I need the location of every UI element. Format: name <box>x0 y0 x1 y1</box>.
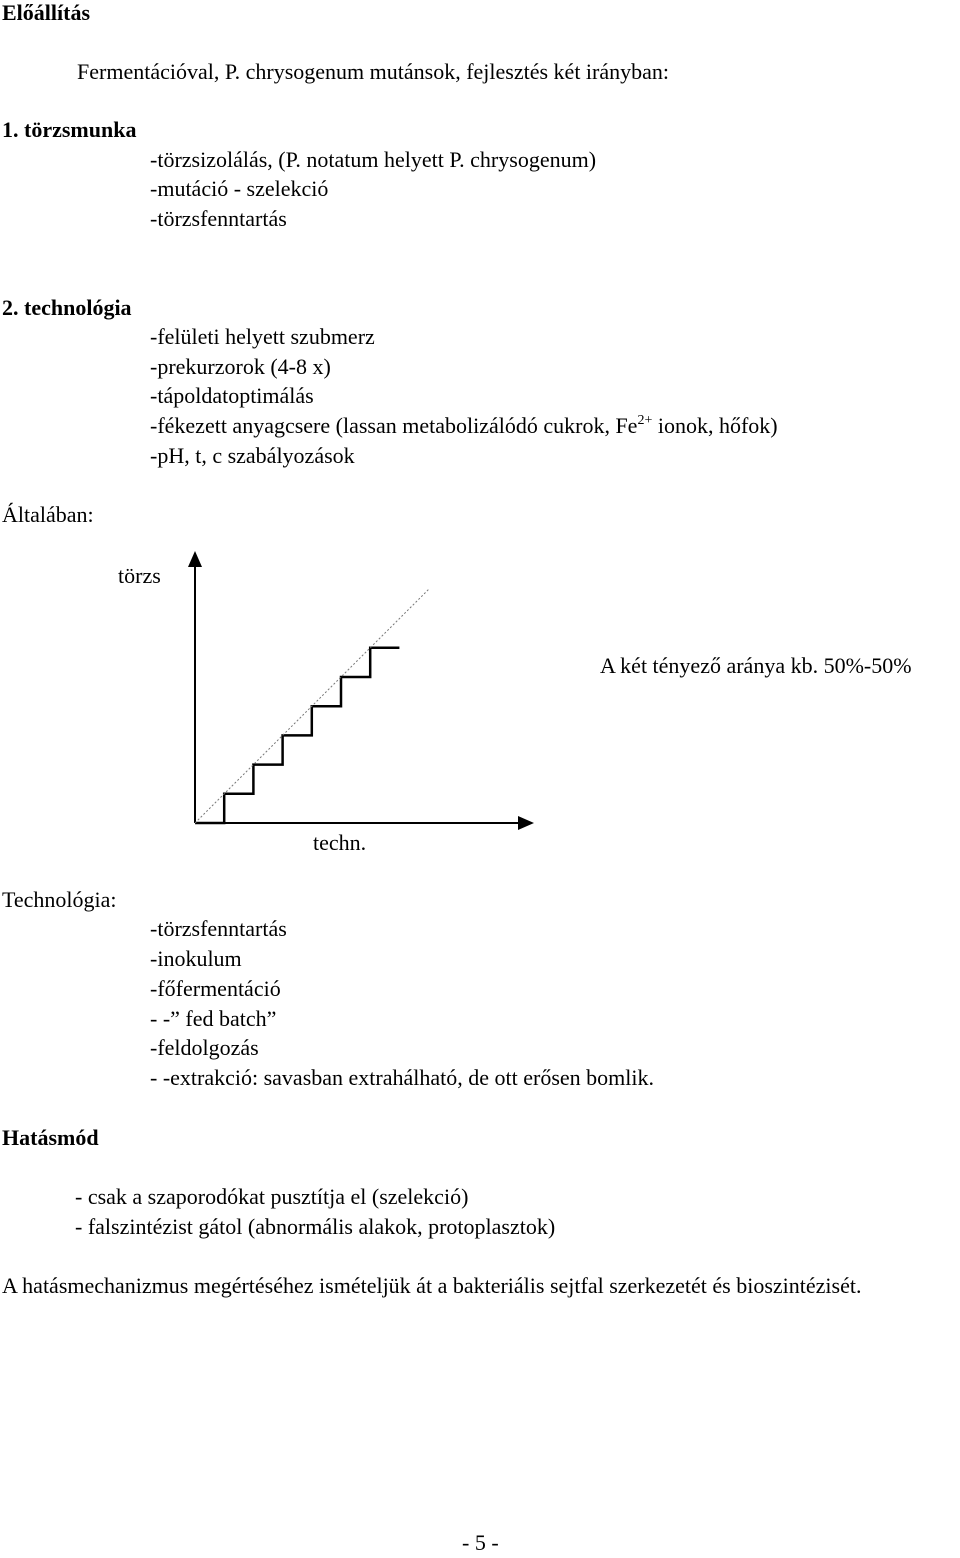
list-item: - -” fed batch” <box>150 1006 277 1031</box>
list-item: -inokulum <box>150 946 242 971</box>
staircase-chart <box>118 545 960 860</box>
intro-text: Fermentációval, P. chrysogenum mutánsok, fejlesztés két irányban: <box>77 59 670 84</box>
series-staircase <box>195 648 399 823</box>
fe-text-after: ionok, hőfok) <box>652 413 778 438</box>
list-item: -törzsizolálás, (P. notatum helyett P. chrysogenum) <box>150 147 597 172</box>
list-item: -tápoldatoptimálás <box>150 383 314 408</box>
x-axis-arrow <box>518 816 534 830</box>
y-axis-arrow <box>188 551 202 567</box>
strain-work-heading: 1. törzsmunka <box>2 117 137 142</box>
list-item: -törzsfenntartás <box>150 916 287 941</box>
generally-label: Általában: <box>2 502 94 527</box>
list-item: -feldolgozás <box>150 1035 259 1060</box>
closing-paragraph: A hatásmechanizmus megértéséhez ismételjük át a bakteriális sejtfal szerkezetét és bioszintézisét. <box>2 1273 862 1298</box>
series-trend <box>195 589 429 823</box>
y-axis-label: törzs <box>118 563 161 588</box>
list-item: - csak a szaporodókat pusztítja el (szelekció) <box>75 1184 469 1209</box>
list-item: - -extrakció: savasban extrahálható, de ott erősen bomlik. <box>150 1065 654 1090</box>
fe-text-before: -fékezett anyagcsere (lassan metabolizálódó cukrok, Fe <box>150 413 638 438</box>
list-item: -pH, t, c szabályozások <box>150 443 355 468</box>
page-number: - 5 - <box>462 1530 499 1555</box>
list-item-fe <box>150 411 778 441</box>
list-item: -felületi helyett szubmerz <box>150 324 375 349</box>
fe-superscript: 2+ <box>637 413 653 428</box>
list-item: - falszintézist gátol (abnormális alakok, protoplasztok) <box>75 1214 556 1239</box>
list-item: -prekurzorok (4-8 x) <box>150 354 331 379</box>
list-item: -törzsfenntartás <box>150 206 287 231</box>
x-axis-label: techn. <box>313 830 367 855</box>
mode-of-action-heading: Hatásmód <box>2 1125 99 1150</box>
technology-label: Technológia: <box>2 887 117 912</box>
ratio-annotation: A két tényező aránya kb. 50%-50% <box>600 653 912 678</box>
technology-heading: 2. technológia <box>2 295 132 320</box>
section-title: Előállítás <box>2 0 91 25</box>
list-item: -mutáció - szelekció <box>150 176 329 201</box>
list-item: -főfermentáció <box>150 976 281 1001</box>
